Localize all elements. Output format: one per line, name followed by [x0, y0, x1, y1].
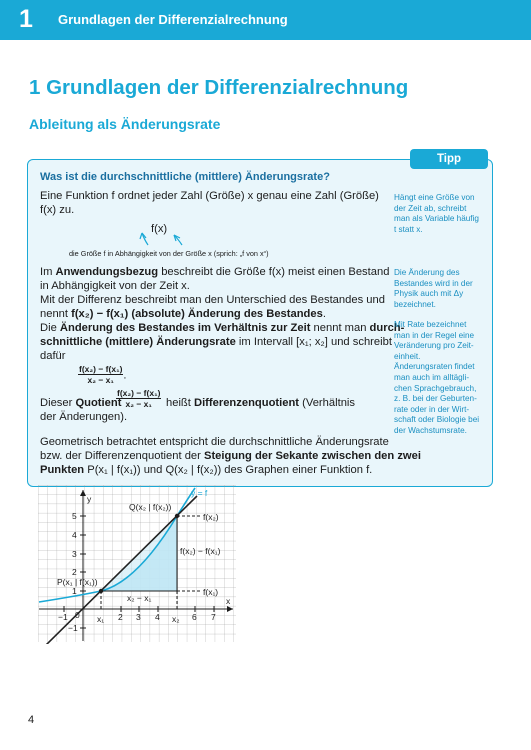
x-axis-label: x [226, 596, 231, 606]
paragraph-line: Im Anwendungsbezug beschreibt die Größe f(x) meist einen Bestand [40, 266, 390, 278]
paragraph-line: bzw. der Differenzenquotient der Steigung der Sekante zwischen den zwei [40, 450, 421, 462]
header-title: Grundlagen der Differenzialrechnung [58, 12, 288, 27]
fx-caption: die Größe f in Abhängigkeit von der Größe x (sprich: „f von x“) [69, 249, 269, 258]
x2-tick-label: x₂ [172, 614, 180, 624]
tip-note-rate: Mit Rate bezeichnet man in der Regel eine Veränderung pro Zeit- einheit. Änderungsraten findet man auch im alltägli- chen Sprachgebrauch, z. B. bei der Geburten- rate oder in der Wirt- schaft oder Biologie bei der Wachstumsrate. [394, 320, 480, 435]
paragraph-line: in Abhängigkeit von der Zeit x. [40, 280, 190, 292]
x-tick-label: 6 [192, 612, 197, 622]
paragraph-line: der Änderungen). [40, 411, 128, 423]
paragraph-line: Mit der Differenz beschreibt man den Unterschied des Bestandes und [40, 294, 385, 306]
origin-label: 0 [75, 610, 80, 620]
page-number: 4 [28, 714, 35, 726]
tipp-tab: Tipp [410, 149, 488, 169]
paragraph-line: schnittliche (mittlere) Änderungsrate im Intervall [x₁; x₂] und schreibt [40, 336, 392, 348]
y-tick-label: 3 [72, 549, 77, 559]
paragraph-line: dafür [40, 350, 66, 362]
point-q [175, 514, 179, 518]
difference-quotient-inline: $\frac{\text{f(x₂) − f(x₁)}}{\text{x₂ − x₁}}$ [117, 388, 161, 409]
curve-label: y = f [191, 488, 208, 498]
chapter-number: 1 [29, 76, 41, 99]
paragraph-line: nennt f(x₂) − f(x₁) (absolute) Änderung des Bestandes. [40, 308, 326, 320]
point-q-label: Q(x₂ | f(x₂)) [129, 502, 172, 512]
header-chapter-number: 1 [19, 5, 33, 33]
paragraph-line: Die Änderung des Bestandes im Verhältnis zur Zeit nennt man durch- [40, 322, 405, 334]
x-tick-label: 4 [155, 612, 160, 622]
chapter-title [29, 76, 408, 100]
x1-tick-label: x₁ [97, 614, 105, 624]
y-tick-label: −1 [68, 623, 78, 633]
delta-y-label: f(x₂) − f(x₁) [180, 546, 221, 556]
point-p-label: P(x₁ | f(x₁)) [57, 577, 98, 587]
x-tick-label: 2 [118, 612, 123, 622]
chapter-title-text: Grundlagen der Differenzialrechnung [46, 76, 409, 99]
fx2-label: f(x₂) [203, 512, 219, 522]
fx-arrows [130, 227, 200, 247]
y-tick-label: 1 [72, 586, 77, 596]
x-tick-label: −1 [58, 612, 68, 622]
x-tick-label: 3 [136, 612, 141, 622]
delta-x-label: x₂ − x₁ [127, 593, 152, 603]
fx-label: f(x) [151, 223, 168, 235]
secant-graph [37, 484, 237, 644]
y-tick-label: 4 [72, 530, 77, 540]
box-question: Was ist die durchschnittliche (mittlere) Änderungsrate? [40, 171, 330, 183]
paragraph-line: Geometrisch betrachtet entspricht die durchschnittliche Änderungsrate [40, 436, 389, 448]
fx1-label: f(x₁) [203, 587, 219, 597]
tip-note-delta: Die Änderung des Bestandes wird in der Physik auch mit Δy bezeichnet. [394, 268, 473, 309]
tip-note-variable: Hängt eine Größe von der Zeit ab, schreibt man als Variable häufig t statt x. [394, 193, 479, 234]
y-axis-label: y [87, 494, 92, 504]
paragraph-line: Punkten P(x₁ | f(x₁)) und Q(x₂ | f(x₂)) des Graphen einer Funktion f. [40, 464, 373, 476]
paragraph-line: f(x) zu. [40, 204, 75, 216]
paragraph-line: heißt Differenzenquotient (Verhältnis [166, 397, 355, 409]
x-tick-label: 7 [211, 612, 216, 622]
y-tick-label: 5 [72, 511, 77, 521]
section-title: Ableitung als Änderungsrate [29, 116, 221, 132]
y-tick-label: 2 [72, 567, 77, 577]
paragraph-line: Eine Funktion f ordnet jeder Zahl (Größe) x genau eine Zahl (Größe) [40, 190, 379, 202]
paragraph-line: Dieser Quotient [40, 397, 122, 409]
point-p [99, 589, 103, 593]
difference-quotient-formula: $\frac{\text{f(x₂) − f(x₁)}}{\text{x₂ − x₁}}$ . [79, 364, 127, 385]
